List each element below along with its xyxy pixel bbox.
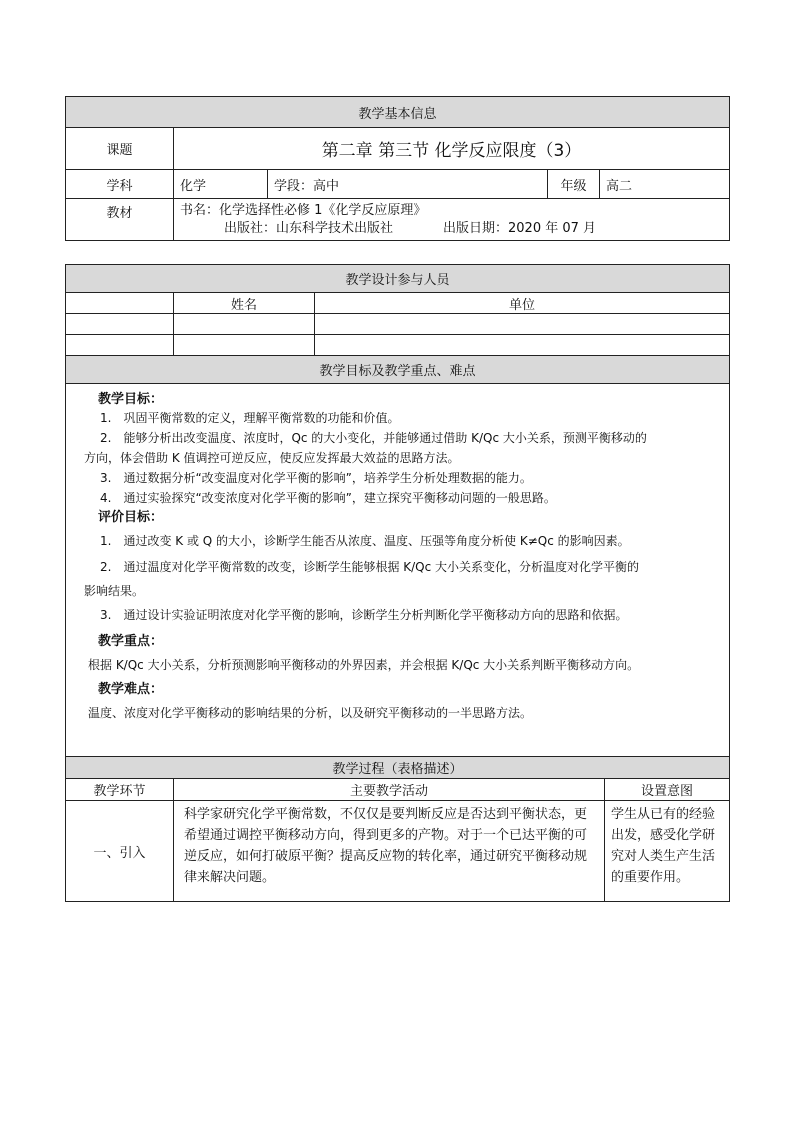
goals-title: 教学目标：	[98, 392, 164, 407]
subject-label: 学科	[66, 170, 174, 199]
eval-3: 3. 通过设计实验证明浓度对化学平衡的影响，诊断学生分析判断化学平衡移动方向的思路和依据。	[100, 608, 628, 622]
goal-2a: 2. 能够分析出改变温度、浓度时，Qc 的大小变化，并能够通过借助 K/Qc 大小关系，预测平衡移动的	[100, 431, 647, 445]
topic-label: 课题	[66, 128, 174, 170]
participant-row	[66, 314, 730, 335]
difficulties-text: 温度、浓度对化学平衡移动的影响结果的分析，以及研究平衡移动的一半思路方法。	[88, 706, 533, 720]
difficulties-title: 教学难点：	[98, 682, 164, 697]
goal-4: 4. 通过实验探究“改变浓度对化学平衡的影响”，建立探究平衡移动问题的一般思路。	[100, 491, 556, 505]
grade-value: 高二	[600, 170, 730, 199]
goal-3: 3. 通过数据分析“改变温度对化学平衡的影响”，培养学生分析处理数据的能力。	[100, 471, 532, 485]
stage-cell: 一、引入	[66, 801, 174, 902]
basic-info-table	[65, 96, 730, 241]
eval-title: 评价目标：	[98, 510, 164, 525]
publisher-line	[180, 220, 723, 238]
stage-column-header: 教学环节	[66, 779, 174, 801]
publication-date: 出版日期：2020 年 07 月	[443, 221, 597, 236]
intent-cell: 学生从已有的经验出发，感受化学研究对人类生产生活的重要作用。	[605, 801, 730, 902]
key-points-title: 教学重点：	[98, 634, 164, 649]
objectives-header: 教学目标及教学重点、难点	[66, 356, 730, 384]
intent-column-header: 设置意图	[605, 779, 730, 801]
participant-row	[66, 335, 730, 356]
stage-text: 学段：高中	[268, 170, 548, 199]
grade-label: 年级	[548, 170, 600, 199]
eval-2a: 2. 通过温度对化学平衡常数的改变，诊断学生能够根据 K/Qc 大小关系变化，分析温度对化学平衡的	[100, 560, 640, 574]
participant-name-header: 姓名	[174, 293, 315, 314]
table-row	[66, 801, 730, 902]
book-name: 书名：化学选择性必修 1《化学反应原理》	[180, 203, 427, 218]
participants-header: 教学设计参与人员	[66, 265, 730, 293]
textbook-info	[174, 199, 730, 241]
subject-value: 化学	[174, 170, 268, 199]
process-header: 教学过程（表格描述）	[66, 757, 730, 779]
participants-blank-header	[66, 293, 174, 314]
topic-value: 第二章 第三节 化学反应限度（3）	[174, 128, 730, 170]
participant-unit-header: 单位	[315, 293, 730, 314]
eval-2b: 影响结果。	[84, 584, 145, 598]
textbook-label: 教材	[66, 199, 174, 241]
design-table	[65, 264, 730, 902]
key-points-text: 根据 K/Qc 大小关系，分析预测影响平衡移动的外界因素，并会根据 K/Qc 大小关系判断平衡移动方向。	[88, 658, 640, 672]
goal-2b: 方向，体会借助 K 值调控可逆反应，使反应发挥最大效益的思路方法。	[84, 451, 460, 465]
goal-1: 1. 巩固平衡常数的定义，理解平衡常数的功能和价值。	[100, 411, 400, 425]
objectives-body	[66, 384, 730, 757]
publisher: 出版社：山东科学技术出版社	[224, 221, 394, 236]
activity-column-header: 主要教学活动	[174, 779, 605, 801]
basic-info-header: 教学基本信息	[66, 97, 730, 128]
eval-1: 1. 通过改变 K 或 Q 的大小，诊断学生能否从浓度、温度、压强等角度分析使 K≠Qc 的影响因素。	[100, 534, 630, 548]
activity-cell: 科学家研究化学平衡常数，不仅仅是要判断反应是否达到平衡状态，更希望通过调控平衡移动方向，得到更多的产物。对于一个已达平衡的可逆反应，如何打破原平衡？提高反应物的转化率，通过研究平衡移动规律来解决问题。	[174, 801, 605, 902]
